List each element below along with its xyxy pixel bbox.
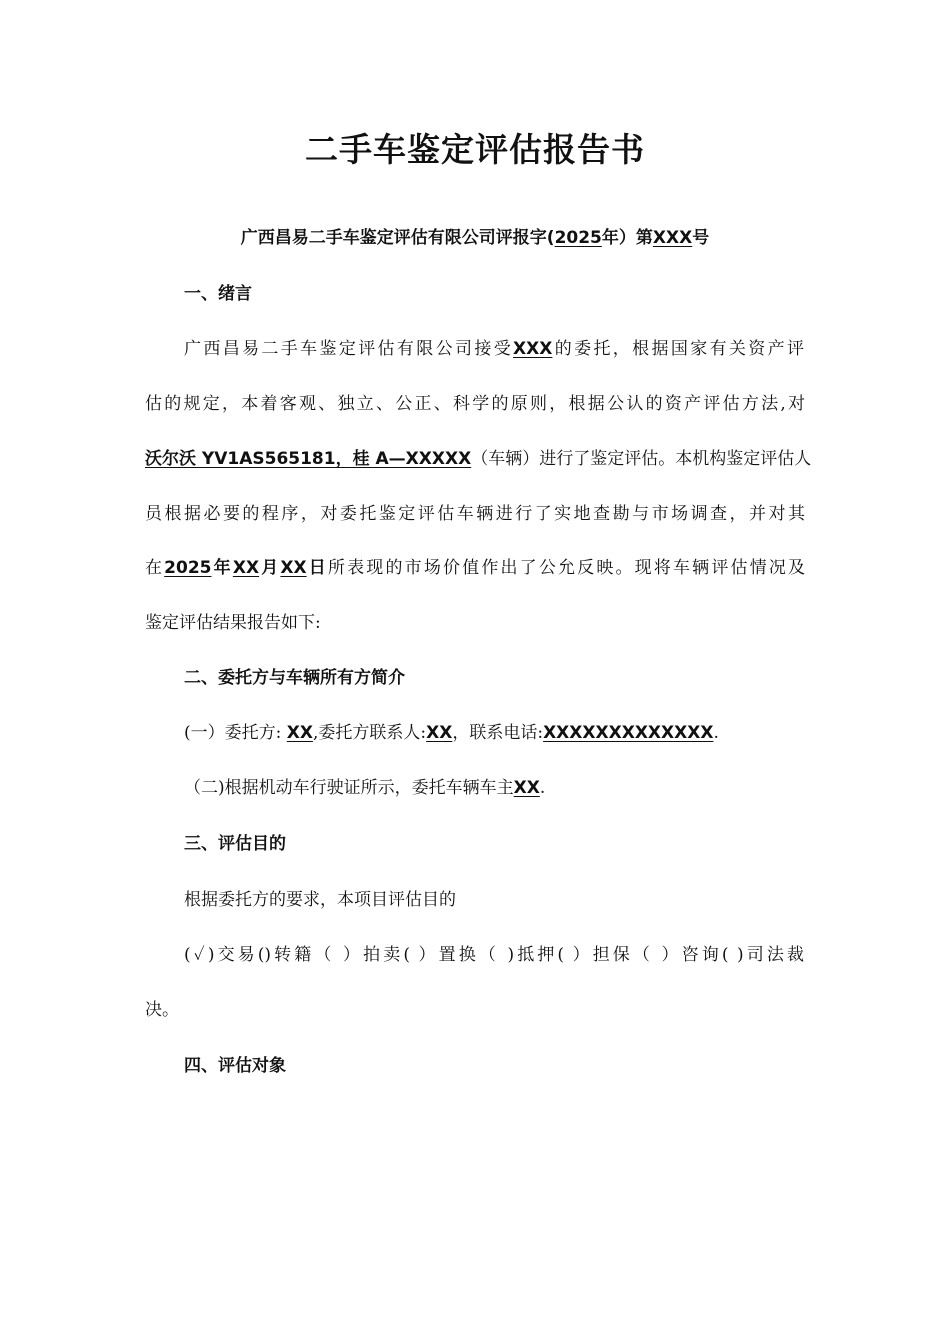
report-number: XXX — [652, 228, 693, 248]
evaluation-month-field: XX — [232, 558, 260, 578]
intro-line-3 — [145, 444, 812, 474]
purpose-intro: 根据委托方的要求，本项目评估目的 — [184, 890, 456, 910]
purpose-options: (✓)交易()转籍（ ）拍卖( ）置换（ )抵押( ）担保（ ）咨询( )司法裁 — [184, 945, 804, 965]
year-unit: 年 — [211, 558, 233, 578]
evaluation-year-field: 2025 — [164, 558, 212, 578]
report-number-line — [0, 224, 950, 252]
intro-text: 在 — [145, 558, 165, 578]
contact-label: ,委托方联系人: — [312, 723, 427, 743]
intro-text: 的委托，根据国家有关资产评 — [552, 339, 804, 359]
client-field: XX — [286, 723, 313, 743]
owner-info-line — [184, 773, 804, 803]
section-heading-purpose: 三、评估目的 — [184, 834, 286, 854]
owner-label: （二)根据机动车行驶证所示，委托车辆车主 — [184, 778, 514, 798]
intro-text: （车辆）进行了鉴定评估。本机构鉴定评估人 — [471, 449, 812, 469]
section-heading-object: 四、评估对象 — [184, 1056, 286, 1076]
intro-line-6: 鉴定评估结果报告如下: — [145, 613, 321, 633]
purpose-options-cont: 决。 — [145, 1000, 179, 1020]
intro-line-5 — [145, 553, 805, 583]
intro-text: 所表现的市场价值作出了公允反映。现将车辆评估情况及 — [327, 558, 806, 578]
report-number-suffix: 号 — [692, 228, 710, 248]
client-label: (一）委托方: — [184, 723, 287, 743]
report-year: 2025 — [554, 228, 602, 248]
phone-label: ，联系电话: — [452, 723, 544, 743]
line-end: . — [539, 778, 546, 798]
contact-person-field: XX — [426, 723, 453, 743]
evaluation-day-field: XX — [280, 558, 307, 578]
client-name-field: XXX — [513, 339, 553, 359]
intro-text: 广西昌易二手车鉴定评估有限公司接受 — [184, 339, 514, 359]
day-unit: 日 — [306, 558, 328, 578]
intro-line-4: 员根据必要的程序，对委托鉴定评估车辆进行了实地查勘与市场调查，并对其 — [145, 504, 805, 524]
intro-line-2: 估的规定，本着客观、独立、公正、科学的原则，根据公认的资产评估方法,对 — [145, 394, 805, 414]
section-heading-introduction: 一、绪言 — [184, 284, 252, 304]
client-info-line — [184, 718, 804, 748]
phone-field: XXXXXXXXXXXXX — [543, 723, 714, 743]
month-unit: 月 — [259, 558, 281, 578]
report-number-prefix: 广西昌易二手车鉴定评估有限公司评报字( — [240, 228, 555, 248]
line-end: . — [713, 723, 719, 743]
report-number-mid: 年）第 — [601, 228, 653, 248]
document-title: 二手车鉴定评估报告书 — [305, 130, 645, 169]
owner-field: XX — [513, 778, 540, 798]
section-heading-client-info: 二、委托方与车辆所有方简介 — [184, 668, 405, 688]
intro-line-1 — [184, 334, 804, 364]
vehicle-id-field: 沃尔沃 YV1AS565181，桂 A—XXXXX — [145, 449, 472, 469]
